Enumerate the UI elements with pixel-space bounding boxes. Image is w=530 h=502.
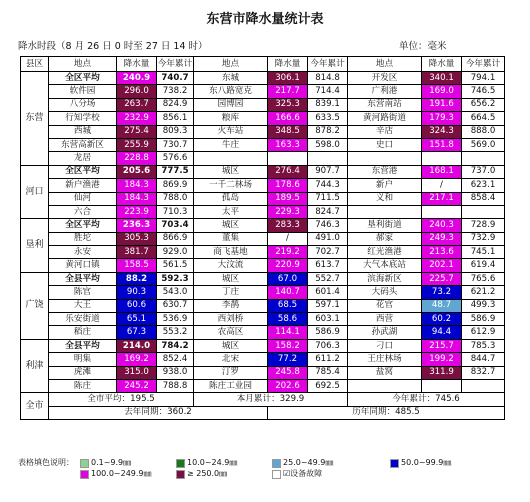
- year-total-value: 633.5: [308, 112, 348, 125]
- header-cell: 地点: [49, 57, 117, 72]
- year-total-value: 664.5: [462, 112, 505, 125]
- legend-text-6: ≥ 250.0㎜: [187, 469, 228, 478]
- table-row: [21, 259, 505, 272]
- station-name: 黄河口镇: [49, 259, 117, 272]
- station-name: [348, 152, 422, 165]
- station-name: 北宋: [194, 353, 268, 366]
- rainfall-value: 255.9: [117, 138, 157, 151]
- table-row: [21, 152, 505, 165]
- legend-swatch-3: [272, 459, 281, 468]
- year-total-value: 621.2: [462, 286, 505, 299]
- year-total-value: 844.7: [462, 353, 505, 366]
- station-name: 大气本底站: [348, 259, 422, 272]
- station-name: 仙河: [49, 192, 117, 205]
- year-total-value: 938.0: [157, 366, 194, 379]
- rainfall-value: 217.1: [422, 192, 462, 205]
- station-name: 东八路宽克: [194, 85, 268, 98]
- rainfall-value: 311.9: [422, 366, 462, 379]
- year-total: 今年累计：745.6: [348, 393, 505, 406]
- year-total-value: 832.7: [462, 366, 505, 379]
- rainfall-value: 324.3: [422, 125, 462, 138]
- rainfall-value: 184.3: [117, 192, 157, 205]
- rainfall-value: 240.9: [117, 72, 157, 85]
- year-total-value: 536.9: [157, 313, 194, 326]
- station-name: 全区平均: [49, 165, 117, 178]
- station-name: 东营港: [348, 165, 422, 178]
- rainfall-value: 158.5: [117, 259, 157, 272]
- year-total-value: 702.7: [308, 246, 348, 259]
- station-name: 大汶流: [194, 259, 268, 272]
- rainfall-value: 276.4: [268, 165, 308, 178]
- unit-text: 单位：毫米: [399, 41, 447, 52]
- year-total-value: 592.3: [157, 272, 194, 285]
- station-name: 八分场: [49, 98, 117, 111]
- rainfall-value: 90.3: [117, 286, 157, 299]
- year-total-value: 929.0: [157, 246, 194, 259]
- rainfall-value: [422, 152, 462, 165]
- year-total-value: 744.3: [308, 179, 348, 192]
- legend-text-3: 25.0~49.9㎜: [283, 458, 334, 467]
- year-total-value: 601.4: [308, 286, 348, 299]
- station-name: 东营南站: [348, 98, 422, 111]
- station-name: 滨海新区: [348, 272, 422, 285]
- legend-text-7: ☑设备故障: [283, 469, 323, 478]
- station-name: 董集: [194, 232, 268, 245]
- station-name: 明集: [49, 353, 117, 366]
- station-name: 汀罗: [194, 366, 268, 379]
- summary-row-1: [21, 393, 505, 406]
- rainfall-value: 88.2: [117, 272, 157, 285]
- legend-item-5: [80, 469, 152, 479]
- table-row: [21, 326, 505, 339]
- rainfall-value: 169.2: [117, 353, 157, 366]
- station-name: 六合: [49, 205, 117, 218]
- year-total-value: 619.4: [462, 259, 505, 272]
- station-name: [348, 379, 422, 392]
- legend-swatch-6: [176, 470, 185, 479]
- year-total-value: 746.3: [308, 219, 348, 232]
- station-name: 大码头: [348, 286, 422, 299]
- rainfall-value: 325.3: [268, 98, 308, 111]
- rainfall-value: 94.4: [422, 326, 462, 339]
- year-total-value: 732.9: [462, 232, 505, 245]
- legend-swatch-2: [176, 459, 185, 468]
- rainfall-value: 228.8: [117, 152, 157, 165]
- station-name: 全区平均: [49, 219, 117, 232]
- table-row: [21, 112, 505, 125]
- year-total-value: 777.5: [157, 165, 194, 178]
- rainfall-value: 48.7: [422, 299, 462, 312]
- rainfall-value: [268, 152, 308, 165]
- rainfall-value: 58.6: [268, 313, 308, 326]
- station-name: 农高区: [194, 326, 268, 339]
- rainfall-value: 140.7: [268, 286, 308, 299]
- station-name: 大王: [49, 299, 117, 312]
- station-name: 牛庄: [194, 138, 268, 151]
- station-name: 稻庄: [49, 326, 117, 339]
- year-total-value: 785.4: [308, 366, 348, 379]
- table-row: [21, 246, 505, 259]
- rainfall-value: 114.1: [268, 326, 308, 339]
- station-name: 乐安街道: [49, 313, 117, 326]
- year-total-value: 788.8: [157, 379, 194, 392]
- rainfall-value: 249.3: [422, 232, 462, 245]
- station-name: 东城: [194, 72, 268, 85]
- station-name: 龙居: [49, 152, 117, 165]
- table-row: [21, 353, 505, 366]
- year-total-value: 745.1: [462, 246, 505, 259]
- page-title: 东营市降水量统计表: [206, 12, 324, 27]
- year-total-value: 630.7: [157, 299, 194, 312]
- table-row: [21, 179, 505, 192]
- year-total-value: 856.1: [157, 112, 194, 125]
- table-row: [21, 138, 505, 151]
- rainfall-value: 189.5: [268, 192, 308, 205]
- rainfall-value: 166.6: [268, 112, 308, 125]
- station-name: 义和: [348, 192, 422, 205]
- legend-item-3: [272, 458, 333, 468]
- rainfall-value: 215.7: [422, 339, 462, 352]
- rainfall-value: 60.6: [117, 299, 157, 312]
- year-total-value: 561.5: [157, 259, 194, 272]
- year-total-value: 552.7: [308, 272, 348, 285]
- rainfall-value: 348.5: [268, 125, 308, 138]
- header-cell: 今年累计: [308, 57, 348, 72]
- rainfall-value: 151.8: [422, 138, 462, 151]
- year-total-value: 499.3: [462, 299, 505, 312]
- year-total-value: 907.7: [308, 165, 348, 178]
- station-name: 城区: [194, 165, 268, 178]
- rainfall-value: 225.7: [422, 272, 462, 285]
- station-name: 西营: [348, 313, 422, 326]
- legend-row-2: [18, 469, 528, 480]
- rainfall-value: 163.3: [268, 138, 308, 151]
- rainfall-value: 263.7: [117, 98, 157, 111]
- station-name: 黄河路街道: [348, 112, 422, 125]
- rainfall-value: 223.9: [117, 205, 157, 218]
- station-name: 全县平均: [49, 339, 117, 352]
- rainfall-value: 178.6: [268, 179, 308, 192]
- rainfall-value: 67.0: [268, 272, 308, 285]
- rainfall-value: 275.4: [117, 125, 157, 138]
- historical-average: 历年同期：485.5: [268, 406, 505, 419]
- header-cell: 地点: [348, 57, 422, 72]
- table-row: [21, 339, 505, 352]
- rainfall-value: 214.0: [117, 339, 157, 352]
- rainfall-value: 191.6: [422, 98, 462, 111]
- rainfall-table: [20, 56, 505, 420]
- year-total-value: 623.1: [462, 179, 505, 192]
- station-name: 虎滩: [49, 366, 117, 379]
- year-total-value: 612.9: [462, 326, 505, 339]
- station-name: 垦利街道: [348, 219, 422, 232]
- legend-item-2: [176, 458, 237, 468]
- station-name: 开发区: [348, 72, 422, 85]
- year-total-value: 814.8: [308, 72, 348, 85]
- legend-text-4: 50.0~99.9㎜: [401, 458, 452, 467]
- header-cell: 降水量: [268, 57, 308, 72]
- legend-text-5: 100.0~249.9㎜: [91, 469, 152, 478]
- year-total-value: 738.2: [157, 85, 194, 98]
- rainfall-value: 65.1: [117, 313, 157, 326]
- legend-text-1: 0.1~9.9㎜: [91, 458, 132, 467]
- header-cell: 今年累计: [462, 57, 505, 72]
- rainfall-value: 68.5: [268, 299, 308, 312]
- year-total-value: [462, 205, 505, 218]
- station-name: 新户渔港: [49, 179, 117, 192]
- year-total-value: 869.9: [157, 179, 194, 192]
- station-name: 全区平均: [49, 72, 117, 85]
- year-total-value: 888.0: [462, 125, 505, 138]
- county-cell: 广饶: [21, 272, 49, 339]
- station-name: 东营高新区: [49, 138, 117, 151]
- year-total-value: 878.2: [308, 125, 348, 138]
- year-total-value: 611.2: [308, 353, 348, 366]
- rainfall-value: 245.8: [268, 366, 308, 379]
- county-cell: 利津: [21, 339, 49, 393]
- rainfall-value: 236.3: [117, 219, 157, 232]
- year-total-value: 586.9: [308, 326, 348, 339]
- legend-item-4: [390, 458, 451, 468]
- year-total-value: 824.9: [157, 98, 194, 111]
- summary-label: 全市: [21, 393, 49, 420]
- table-row: [21, 85, 505, 98]
- table-row: [21, 379, 505, 392]
- rainfall-value: 315.0: [117, 366, 157, 379]
- table-row: [21, 313, 505, 326]
- rainfall-value: 179.3: [422, 112, 462, 125]
- year-total-value: [308, 152, 348, 165]
- legend-item-1: [80, 458, 131, 468]
- station-name: 孤岛: [194, 192, 268, 205]
- year-total-value: 711.5: [308, 192, 348, 205]
- last-year-total: 去年同期：360.2: [49, 406, 268, 419]
- table-row: [21, 366, 505, 379]
- rainfall-value: 283.3: [268, 219, 308, 232]
- year-total-value: 737.0: [462, 165, 505, 178]
- year-total-value: 728.9: [462, 219, 505, 232]
- legend-label-text: 表格填色说明：: [18, 458, 74, 467]
- station-name: 城区: [194, 339, 268, 352]
- year-total-value: 597.1: [308, 299, 348, 312]
- year-total-value: 784.2: [157, 339, 194, 352]
- rainfall-value: 60.2: [422, 313, 462, 326]
- year-total-value: 858.4: [462, 192, 505, 205]
- table-row: [21, 98, 505, 111]
- legend-swatch-4: [390, 459, 399, 468]
- year-total-value: 543.0: [157, 286, 194, 299]
- header-cell: 地点: [194, 57, 268, 72]
- station-name: 花官: [348, 299, 422, 312]
- rainfall-value: 232.9: [117, 112, 157, 125]
- rainfall-value: /: [422, 179, 462, 192]
- station-name: 全县平均: [49, 272, 117, 285]
- table-row: [21, 165, 505, 178]
- rainfall-value: 340.1: [422, 72, 462, 85]
- station-name: 辛店: [348, 125, 422, 138]
- rainfall-value: 202.6: [268, 379, 308, 392]
- table-row: [21, 272, 505, 285]
- rainfall-value: [422, 379, 462, 392]
- header-row: [21, 57, 505, 72]
- rainfall-value: 202.1: [422, 259, 462, 272]
- year-total-value: 788.0: [157, 192, 194, 205]
- county-cell: 垦利: [21, 219, 49, 273]
- legend-item-6: [176, 469, 227, 479]
- header-cell: 降水量: [422, 57, 462, 72]
- station-name: 园博园: [194, 98, 268, 111]
- legend-swatch-5: [80, 470, 89, 479]
- station-name: 火车站: [194, 125, 268, 138]
- year-total-value: 553.2: [157, 326, 194, 339]
- rainfall-value: 220.9: [268, 259, 308, 272]
- legend: [18, 458, 528, 480]
- rainfall-value: 199.2: [422, 353, 462, 366]
- rainfall-value: 219.2: [268, 246, 308, 259]
- legend-text-2: 10.0~24.9㎜: [187, 458, 238, 467]
- station-name: 王庄林场: [348, 353, 422, 366]
- station-name: 商飞基地: [194, 246, 268, 259]
- station-name: 胜坨: [49, 232, 117, 245]
- rainfall-value: 184.3: [117, 179, 157, 192]
- month-total: 本月累计：329.9: [194, 393, 348, 406]
- rainfall-value: 205.6: [117, 165, 157, 178]
- rainfall-value: 240.3: [422, 219, 462, 232]
- year-total-value: 785.3: [462, 339, 505, 352]
- county-cell: 东营: [21, 72, 49, 166]
- rainfall-value: 306.1: [268, 72, 308, 85]
- year-total-value: 710.3: [157, 205, 194, 218]
- station-name: 李鹊: [194, 299, 268, 312]
- table-row: [21, 205, 505, 218]
- year-total-value: 809.3: [157, 125, 194, 138]
- rainfall-value: /: [268, 232, 308, 245]
- station-name: 陈庄: [49, 379, 117, 392]
- station-name: 西刘桥: [194, 313, 268, 326]
- year-total-value: 866.9: [157, 232, 194, 245]
- station-name: 陈庄工业园: [194, 379, 268, 392]
- station-name: 太平: [194, 205, 268, 218]
- county-cell: 河口: [21, 165, 49, 219]
- table-row: [21, 232, 505, 245]
- rainfall-value: 245.2: [117, 379, 157, 392]
- rainfall-value: 67.3: [117, 326, 157, 339]
- city-average: 全市平均：195.5: [49, 393, 194, 406]
- legend-label: [18, 458, 74, 468]
- rainfall-value: 73.2: [422, 286, 462, 299]
- rainfall-value: 305.3: [117, 232, 157, 245]
- station-name: 一千二林场: [194, 179, 268, 192]
- station-name: [194, 152, 268, 165]
- rainfall-value: 158.2: [268, 339, 308, 352]
- station-name: 陈官: [49, 286, 117, 299]
- station-name: [348, 205, 422, 218]
- table-row: [21, 192, 505, 205]
- legend-swatch-7: [272, 470, 281, 479]
- rainfall-value: 213.6: [422, 246, 462, 259]
- header-cell: 今年累计: [157, 57, 194, 72]
- year-total-value: 703.4: [157, 219, 194, 232]
- legend-swatch-1: [80, 459, 89, 468]
- rainfall-value: 169.0: [422, 85, 462, 98]
- year-total-value: 576.6: [157, 152, 194, 165]
- period-text: 降水时段（8 月 26 日 0 时至 27 日 14 时）: [18, 41, 208, 52]
- station-name: 行知学校: [49, 112, 117, 125]
- year-total-value: 613.7: [308, 259, 348, 272]
- station-name: 西城: [49, 125, 117, 138]
- year-total-value: 852.4: [157, 353, 194, 366]
- year-total-value: 839.1: [308, 98, 348, 111]
- table-row: [21, 219, 505, 232]
- header-cell: 县区: [21, 57, 49, 72]
- rainfall-value: 381.7: [117, 246, 157, 259]
- year-total-value: [462, 379, 505, 392]
- station-name: 孙武湖: [348, 326, 422, 339]
- rainfall-value: [422, 205, 462, 218]
- station-name: 广利港: [348, 85, 422, 98]
- year-total-value: 714.4: [308, 85, 348, 98]
- table-row: [21, 299, 505, 312]
- year-total-value: [462, 152, 505, 165]
- year-total-value: 586.9: [462, 313, 505, 326]
- year-total-value: 765.6: [462, 272, 505, 285]
- rainfall-value: 217.7: [268, 85, 308, 98]
- station-name: 粮库: [194, 112, 268, 125]
- summary-row-2: [21, 406, 505, 419]
- header-cell: 降水量: [117, 57, 157, 72]
- year-total-value: 491.0: [308, 232, 348, 245]
- station-name: 郝家: [348, 232, 422, 245]
- station-name: 红光渔港: [348, 246, 422, 259]
- station-name: 永安: [49, 246, 117, 259]
- year-total-value: 824.7: [308, 205, 348, 218]
- station-name: 城区: [194, 272, 268, 285]
- year-total-value: 656.2: [462, 98, 505, 111]
- station-name: 新户: [348, 179, 422, 192]
- station-name: 刁口: [348, 339, 422, 352]
- station-name: 史口: [348, 138, 422, 151]
- year-total-value: 598.0: [308, 138, 348, 151]
- station-name: 城区: [194, 219, 268, 232]
- table-row: [21, 125, 505, 138]
- year-total-value: 692.5: [308, 379, 348, 392]
- rainfall-value: 168.1: [422, 165, 462, 178]
- year-total-value: 569.0: [462, 138, 505, 151]
- station-name: 丁庄: [194, 286, 268, 299]
- rainfall-value: 296.0: [117, 85, 157, 98]
- legend-item-7: [272, 469, 322, 479]
- rainfall-value: 229.3: [268, 205, 308, 218]
- year-total-value: 740.7: [157, 72, 194, 85]
- table-row: [21, 286, 505, 299]
- year-total-value: 730.7: [157, 138, 194, 151]
- rainfall-value: 77.2: [268, 353, 308, 366]
- legend-row-1: [18, 458, 528, 469]
- year-total-value: 746.5: [462, 85, 505, 98]
- station-name: 盐窝: [348, 366, 422, 379]
- year-total-value: 706.3: [308, 339, 348, 352]
- station-name: 软件园: [49, 85, 117, 98]
- year-total-value: 603.1: [308, 313, 348, 326]
- year-total-value: 794.1: [462, 72, 505, 85]
- table-row: [21, 72, 505, 85]
